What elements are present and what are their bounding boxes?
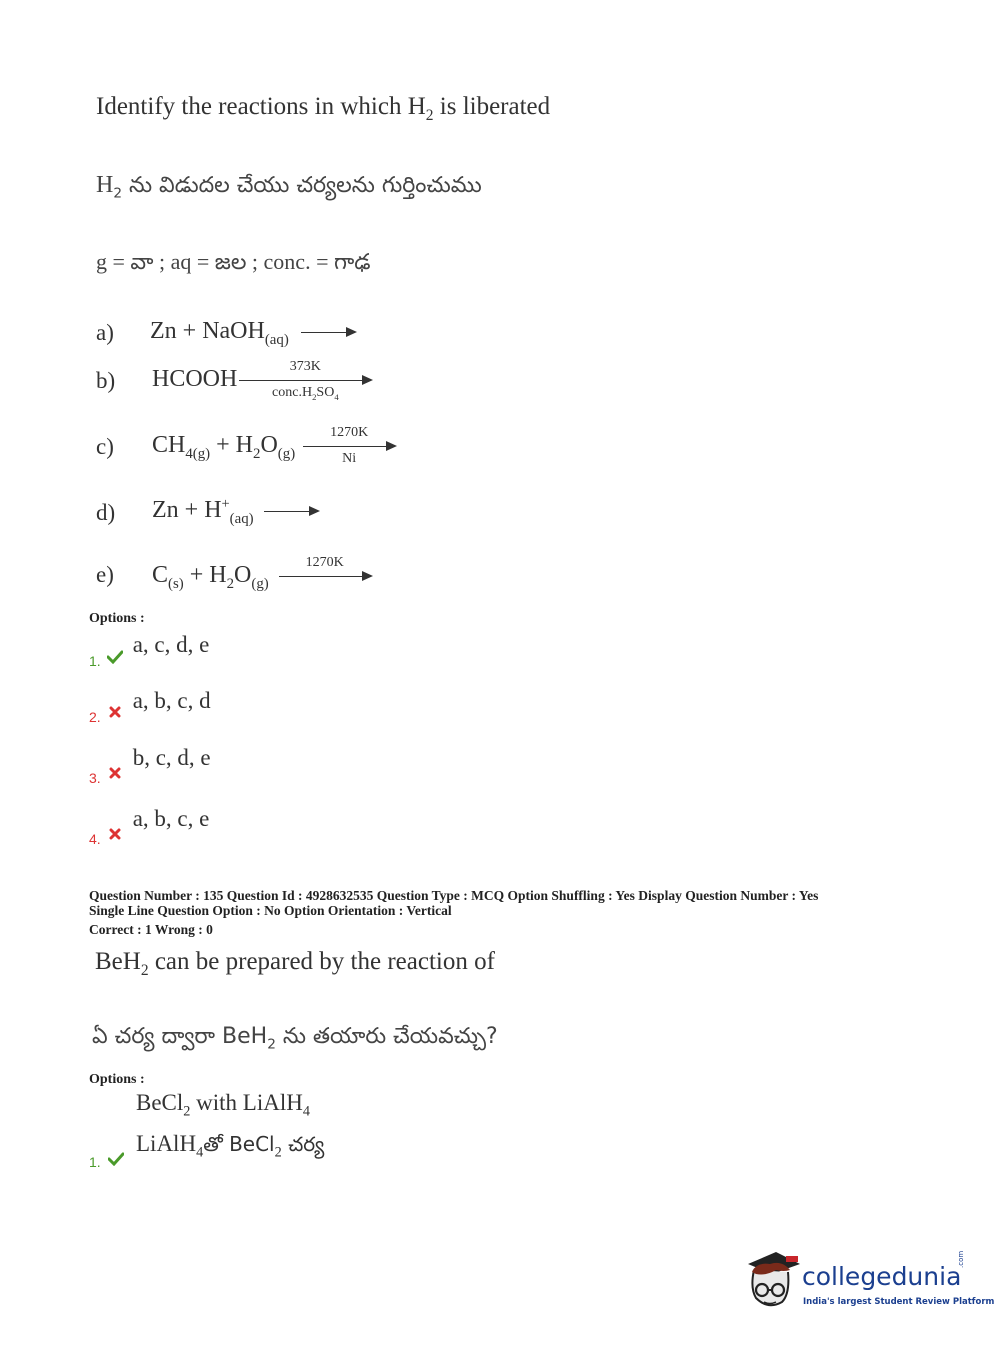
cross-icon: [109, 706, 121, 718]
subscript: 4: [196, 1144, 204, 1161]
option-3[interactable]: [89, 745, 211, 786]
option-text-telugu: [136, 1131, 324, 1162]
subscript: 4: [334, 391, 339, 402]
arrow-condition-below: [239, 385, 371, 402]
option-text: a, b, c, d: [132, 688, 211, 713]
reaction-text: C: [152, 562, 169, 588]
condition-text: conc.H: [272, 384, 313, 400]
option-1[interactable]: [89, 632, 210, 669]
reaction-arrow: [264, 511, 318, 513]
option-text: b, c, d, e: [132, 745, 211, 770]
question-title-telugu: [92, 1024, 498, 1054]
option-number: 1.: [89, 653, 101, 669]
subscript: (g): [277, 445, 296, 462]
reaction-label: a): [96, 320, 114, 345]
reaction-text: O: [260, 432, 278, 458]
logo-brand: [802, 1262, 961, 1291]
subscript: 2: [274, 1144, 282, 1161]
telugu-text: ను తయారు చేయవచ్చు?: [275, 1024, 498, 1049]
reaction-text: + H: [183, 562, 227, 588]
option-2[interactable]: [89, 688, 211, 725]
subscript: 2: [183, 1103, 191, 1120]
question-title: [95, 948, 495, 980]
collegedunia-logo: [742, 1250, 995, 1316]
reaction-text: Zn + H: [152, 497, 222, 523]
subscript: 4: [302, 1103, 310, 1120]
telugu-text: ను విడుదల చేయు చర్యలను గుర్తించుము: [122, 173, 482, 198]
option-text: a, b, c, e: [132, 806, 210, 831]
arrow-condition-above: 373K: [289, 358, 321, 374]
subscript: 2: [253, 445, 261, 462]
reaction-d: [152, 496, 318, 528]
options-label: Options :: [89, 1072, 145, 1087]
question-title-text: Identify the reactions in which H: [96, 93, 426, 120]
question-meta-line: Single Line Question Option : No Option Orientation : Vertical: [89, 903, 452, 918]
reaction-arrow: [303, 424, 395, 466]
option-number: 3.: [89, 770, 101, 786]
option-number: 4.: [89, 831, 101, 847]
reaction-b: [152, 358, 371, 402]
reaction-arrow: [279, 554, 371, 578]
reaction-c: [152, 424, 395, 466]
question-title-text: can be prepared by the reaction of: [148, 948, 495, 975]
question-title-text: is liberated: [433, 93, 551, 120]
option-text: with LiAlH: [190, 1090, 303, 1115]
check-icon: [108, 1152, 124, 1166]
subscript: (s): [168, 575, 184, 592]
question-meta-line: Question Number : 135 Question Id : 4928632535 Question Type : MCQ Option Shuffling : Yes Display Question Number : Yes: [89, 888, 819, 903]
option-text: చర్య: [281, 1132, 325, 1156]
reaction-label: b): [96, 368, 116, 393]
option-text: తో BeCl: [203, 1132, 275, 1156]
superscript: +: [221, 496, 230, 512]
subscript: 4(g): [185, 445, 211, 462]
condition-text: SO: [316, 384, 335, 400]
cross-icon: [109, 767, 121, 779]
subscript: 2: [425, 107, 434, 124]
subscript: 2: [140, 962, 149, 979]
option-1[interactable]: [89, 1090, 389, 1170]
subscript: 2: [113, 185, 123, 202]
subscript: (aq): [229, 510, 254, 527]
question-title-telugu: [96, 172, 482, 203]
option-number: 2.: [89, 709, 101, 725]
check-icon: [107, 650, 123, 664]
arrow-condition-above: 1270K: [305, 554, 344, 570]
options-label: Options :: [89, 611, 145, 626]
reaction-text: HCOOH: [152, 366, 238, 392]
telugu-text: ఏ చర్య ద్వారా BeH: [92, 1024, 268, 1049]
option-number: 1.: [89, 1154, 101, 1170]
reaction-label: e): [96, 562, 114, 587]
reaction-text: + H: [210, 432, 254, 458]
reaction-text: O: [234, 562, 252, 588]
arrow-condition-above: 1270K: [330, 424, 369, 440]
cross-icon: [109, 828, 121, 840]
question-title-text: BeH: [95, 948, 141, 975]
logo-dotcom: .com: [957, 1250, 965, 1268]
question-title: [96, 93, 550, 125]
reaction-text: Zn + NaOH: [150, 318, 265, 344]
reaction-a: [150, 318, 355, 349]
reaction-arrow: [239, 358, 371, 402]
reaction-label: d): [96, 500, 116, 525]
logo-tagline: India's largest Student Review Platform: [803, 1297, 995, 1307]
subscript: 2: [267, 1036, 276, 1053]
reaction-arrow: [301, 332, 355, 334]
telugu-text: H: [96, 172, 114, 198]
reaction-label: c): [96, 434, 114, 459]
question-meta-line: Correct : 1 Wrong : 0: [89, 922, 213, 937]
reaction-text: CH: [152, 432, 186, 458]
legend-text: g = వా ; aq = జల ; conc. = గాఢ: [96, 249, 371, 274]
reaction-e: [152, 554, 371, 593]
option-text: BeCl: [136, 1090, 184, 1115]
option-text: a, c, d, e: [132, 632, 210, 657]
option-text: LiAlH: [136, 1131, 197, 1156]
subscript: (aq): [264, 331, 289, 348]
subscript: (g): [251, 575, 269, 592]
arrow-condition-below: Ni: [342, 450, 357, 466]
brand-text: collegedunia: [802, 1262, 962, 1291]
option-text-english: [136, 1090, 310, 1121]
legend: [96, 249, 371, 280]
mascot-icon: [742, 1250, 800, 1314]
option-4[interactable]: [89, 806, 210, 847]
subscript: 2: [312, 391, 317, 402]
subscript: 2: [226, 575, 235, 592]
